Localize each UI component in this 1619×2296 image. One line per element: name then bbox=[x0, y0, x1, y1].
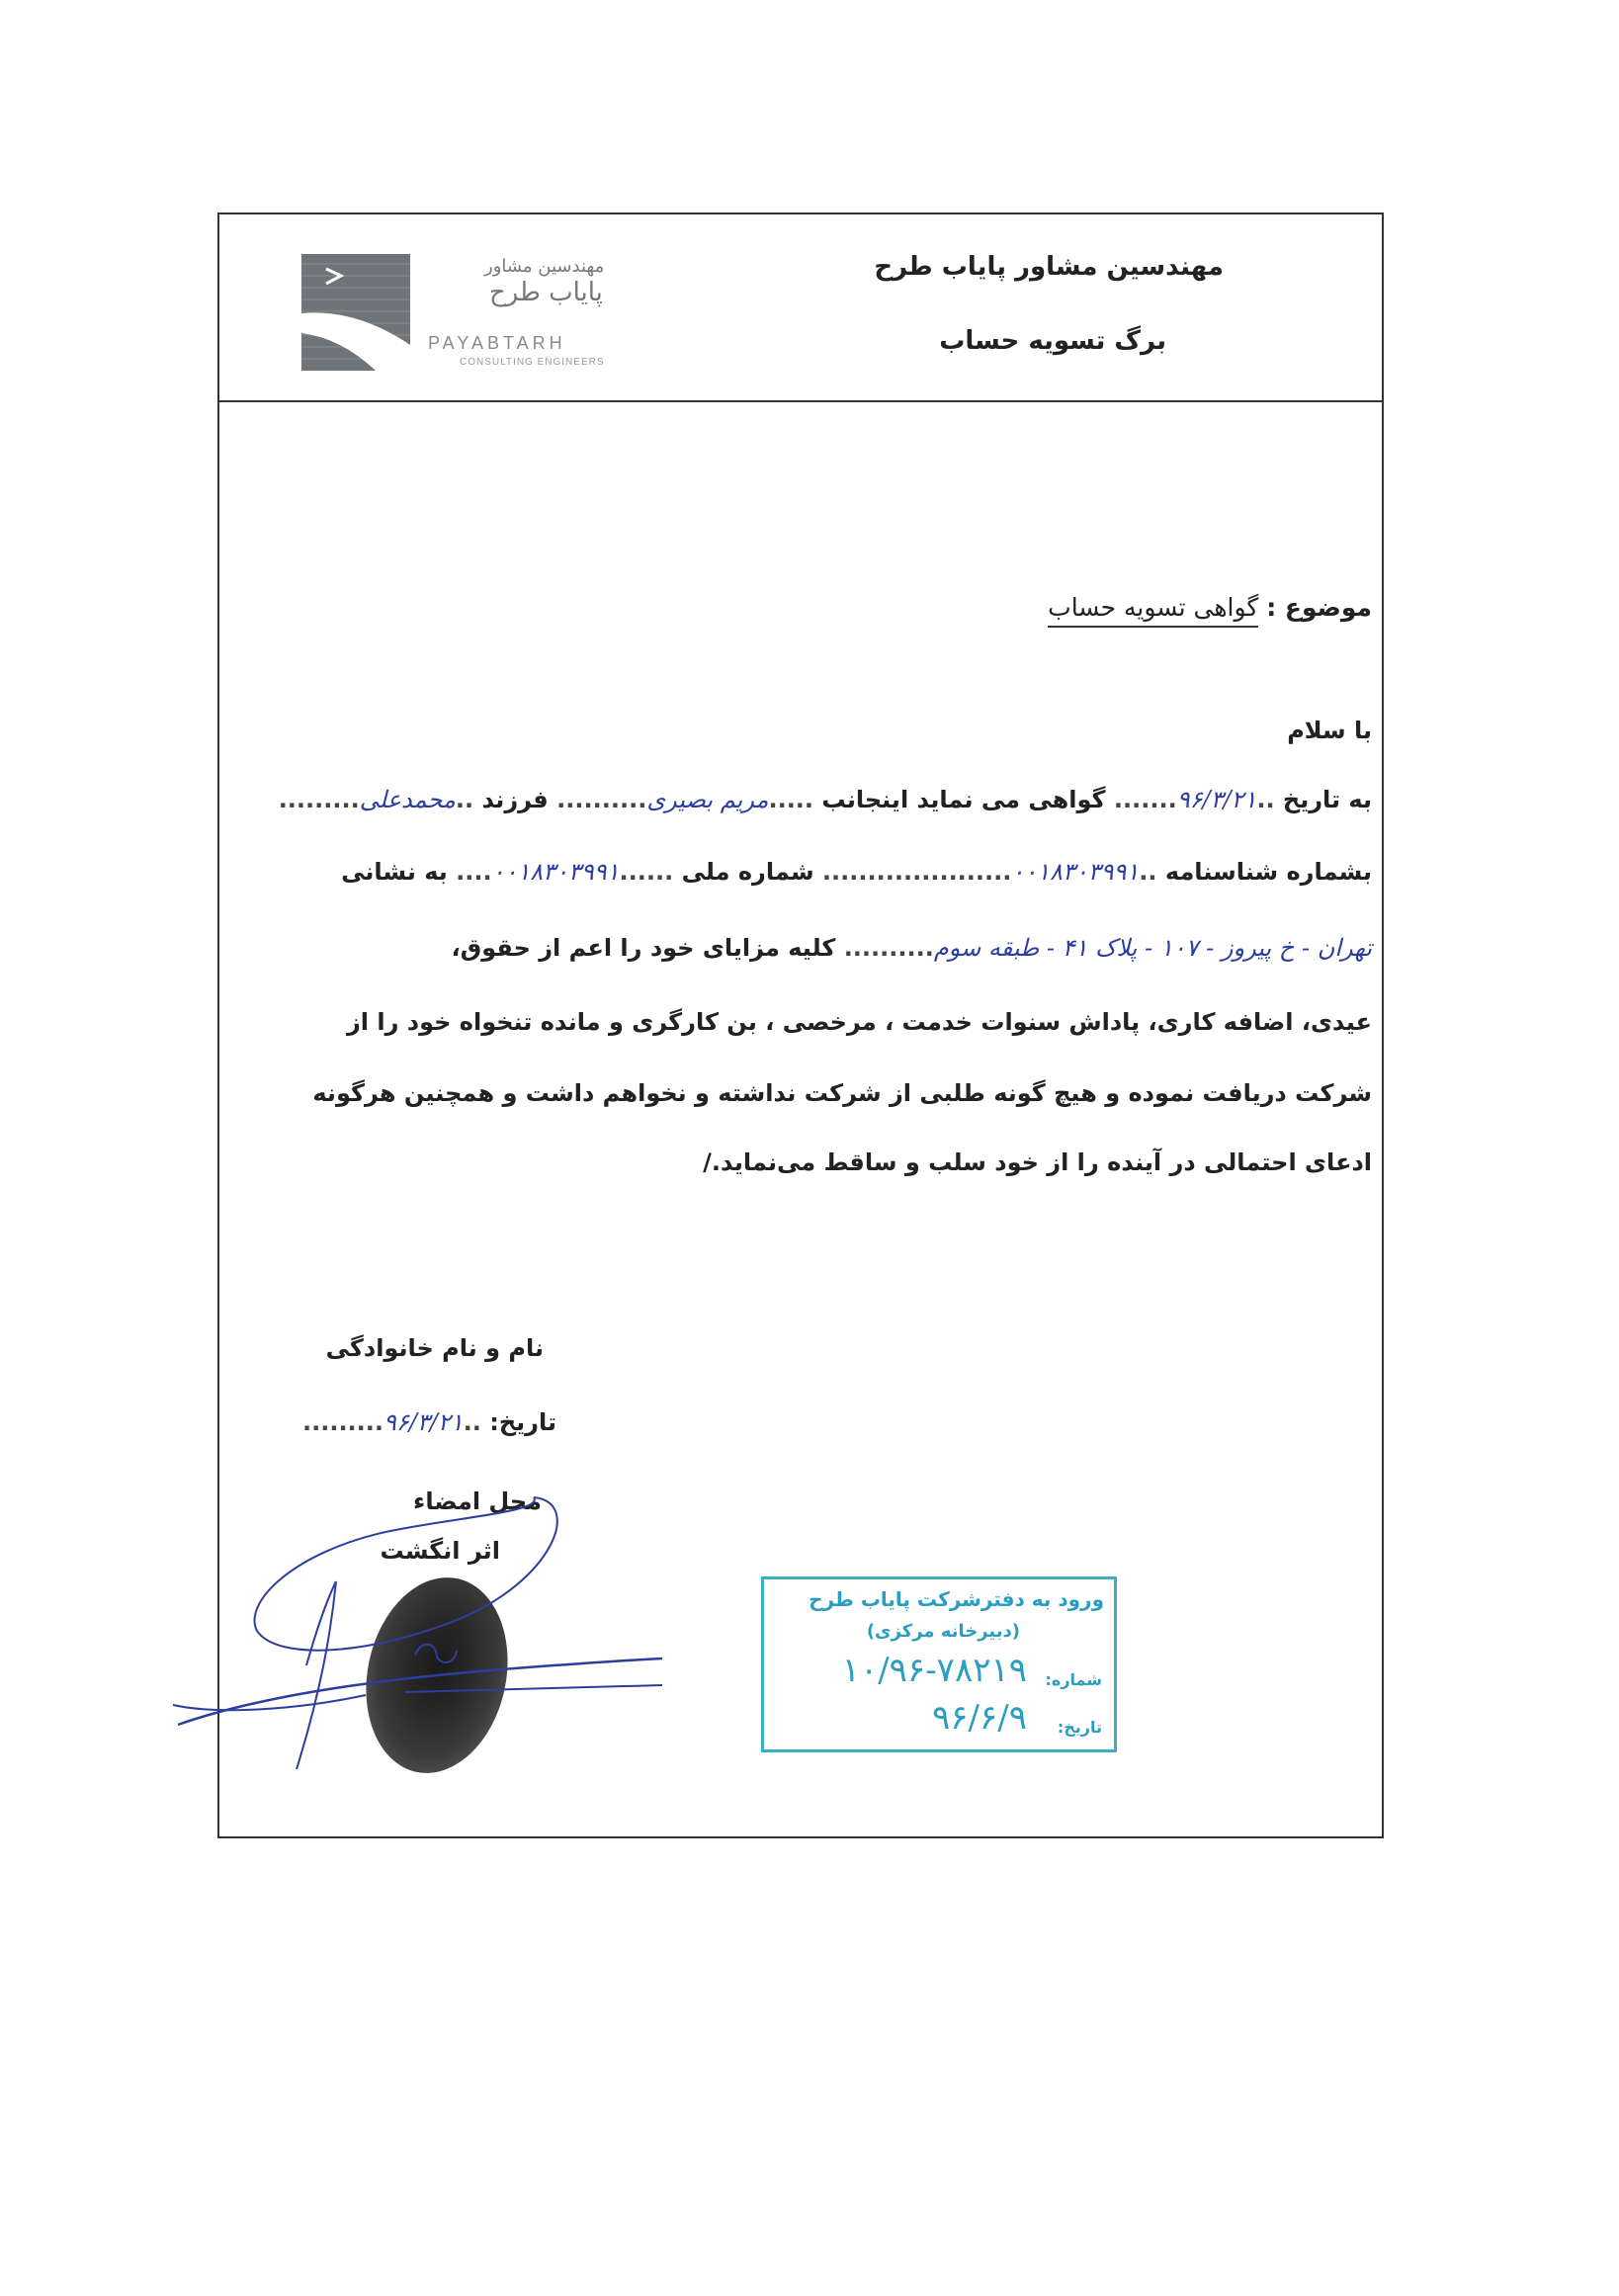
logo-mark bbox=[301, 254, 415, 373]
sign-date-line: تاریخ: ..۹۶/۳/۲۱......... bbox=[301, 1408, 556, 1436]
body-line-5: شرکت دریافت نموده و هیچ گونه طلبی از شرکت نداشته و نخواهم داشت و همچنین هرگونه bbox=[312, 1079, 1372, 1107]
letter-date: ۹۶/۳/۲۱ bbox=[1176, 786, 1257, 813]
header-divider bbox=[217, 400, 1384, 402]
handwritten-signature bbox=[158, 1463, 712, 1799]
sign-date-label: تاریخ: bbox=[489, 1408, 556, 1436]
greeting: با سلام bbox=[1287, 717, 1372, 744]
stamp-title: ورود به دفترشرکت پایاب طرح bbox=[809, 1587, 1104, 1611]
stamp-subtitle: (دبیرخانه مرکزی) bbox=[866, 1621, 1020, 1642]
stamp-date-label: تاریخ: bbox=[1057, 1718, 1102, 1737]
logo-text-fa: پایاب طرح bbox=[489, 278, 603, 307]
name-label: نام و نام خانوادگی bbox=[325, 1334, 544, 1362]
logo-text-en: PAYABTARH bbox=[428, 333, 566, 353]
company-logo bbox=[301, 254, 647, 373]
national-id: ۰۰۱۸۳۰۳۹۹۱ bbox=[491, 858, 620, 886]
subject-label: موضوع : bbox=[1266, 593, 1372, 622]
logo-text-fa-small: مهندسین مشاور bbox=[484, 256, 605, 277]
address-label: به نشانی bbox=[341, 858, 448, 886]
logo-text-en-small: CONSULTING ENGINEERS bbox=[460, 357, 605, 368]
fingerprint-place-label: اثر انگشت bbox=[380, 1537, 500, 1565]
stamp-number-value: ۱۰/۹۶-۷۸۲۱۹ bbox=[841, 1651, 1027, 1690]
body-line-1: به تاریخ ..۹۶/۳/۲۱....... گواهی می نماید اینجانب .....مریم بصیری.......... فرزند ..محمدعلی......... bbox=[278, 786, 1372, 813]
body-line-2: بشماره شناسنامه ..۰۰۱۸۳۰۳۹۹۱..................... شماره ملی ......۰۰۱۸۳۰۳۹۹۱.... به نشانی bbox=[341, 858, 1372, 886]
subject-line bbox=[1048, 593, 1372, 622]
form-title: برگ تسویه حساب bbox=[939, 326, 1166, 356]
signature-place-label: محل امضاء bbox=[413, 1488, 542, 1515]
id-number-label: بشماره شناسنامه bbox=[1164, 858, 1372, 886]
subject-value: گواهی تسویه حساب bbox=[1048, 593, 1258, 628]
national-id-label: شماره ملی bbox=[681, 858, 814, 886]
org-name: مهندسین مشاور پایاب طرح bbox=[874, 252, 1224, 282]
id-number: ۰۰۱۸۳۰۳۹۹۱ bbox=[1011, 858, 1140, 886]
child-of-text: فرزند bbox=[481, 786, 549, 813]
employee-name: مریم بصیری bbox=[646, 786, 769, 813]
benefits-text: کلیه مزایای خود را اعم از حقوق، bbox=[451, 934, 836, 962]
certify-text: گواهی می نماید اینجانب bbox=[821, 786, 1106, 813]
body-line-4: عیدی، اضافه کاری، پاداش سنوات خدمت ، مرخصی ، بن کارگری و مانده تنخواه خود را از bbox=[346, 1008, 1372, 1036]
body-line-3: تهران - خ پیروز - ۱۰۷ - پلاک ۴۱ - طبقه سوم.......... کلیه مزایای خود را اعم از حقوق، bbox=[451, 934, 1372, 962]
body-line-6: ادعای احتمالی در آینده را از خود سلب و ساقط می‌نماید./ bbox=[703, 1148, 1372, 1176]
stamp-date-value: ۹۶/۶/۹ bbox=[932, 1698, 1027, 1738]
address-value: تهران - خ پیروز - ۱۰۷ - پلاک ۴۱ - طبقه سوم bbox=[933, 934, 1372, 962]
sign-date-value: ۹۶/۳/۲۱ bbox=[383, 1408, 464, 1436]
father-name: محمدعلی bbox=[359, 786, 456, 813]
registration-stamp bbox=[761, 1576, 1117, 1752]
stamp-number-label: شماره: bbox=[1045, 1670, 1102, 1689]
date-prefix: به تاریخ bbox=[1282, 786, 1372, 813]
